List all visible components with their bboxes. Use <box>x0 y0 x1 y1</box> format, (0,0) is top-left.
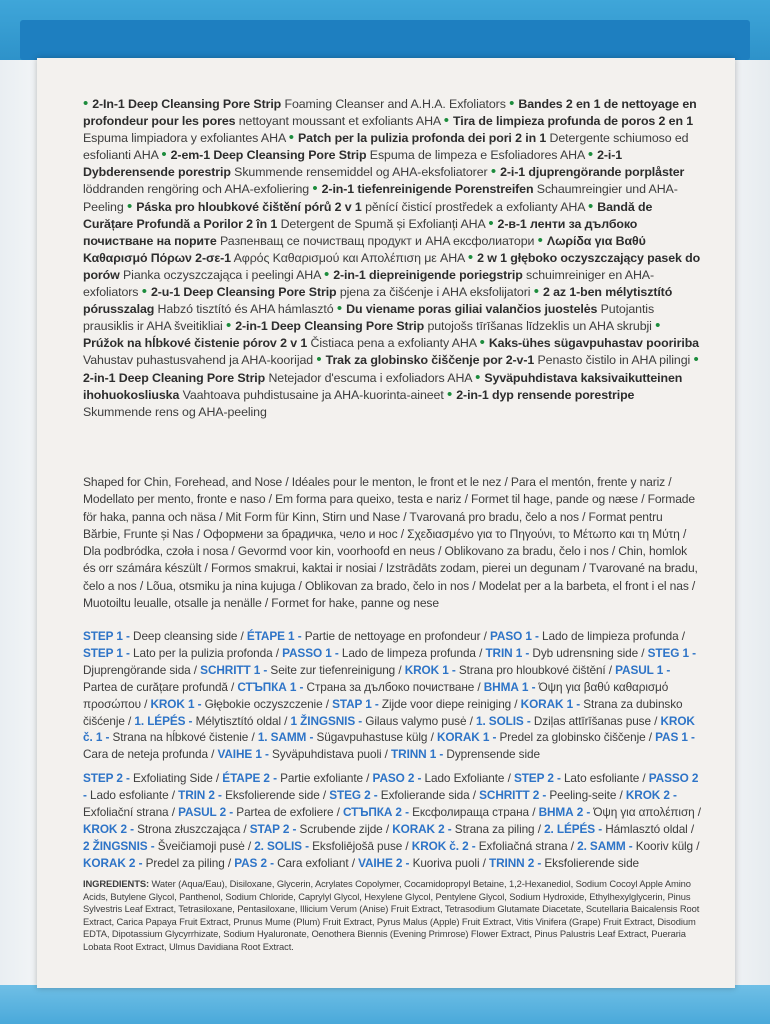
product-name: Syväpuhdistava kaksivaikutteinen ihohuokosliuska <box>83 370 683 402</box>
step1-text: Głębokie oczyszczenie <box>204 696 323 711</box>
step2-text: Peeling-seite <box>549 787 617 802</box>
step1-text: Sügavpuhastuse külg <box>316 730 428 745</box>
bullet-dot: • <box>312 180 322 198</box>
step2-label: STEP 2 - <box>83 771 130 785</box>
product-name: 2-in-1 Deep Cleaning Pore Strip <box>83 370 266 385</box>
product-description: Vaahtoava puhdistusaine ja AHA-kuorinta-aineet <box>182 387 444 402</box>
bullet-dot: • <box>533 283 543 301</box>
box-bottom-edge <box>0 985 770 1024</box>
product-name: 2-in-1 dyp rensende porestripe <box>456 387 635 402</box>
product-name: 2-em-1 Deep Cleansing Pore Strip <box>170 148 367 163</box>
step1-text: Lato per la pulizia profonda <box>133 645 273 660</box>
product-name: 2-в-1 ленти за дълбоко почистване на порите <box>83 216 638 248</box>
step1-text: Partie de nettoyage en profondeur <box>304 629 481 643</box>
step2-text: Όψη για απολέπιση <box>593 804 695 819</box>
step1-label: ÉTAPE 1 - <box>246 629 302 643</box>
step1-label: STEG 1 - <box>647 645 696 660</box>
step1-label: 1. SOLIS - <box>475 713 531 728</box>
step2-label: 2. SOLIS - <box>254 838 309 853</box>
step2-text: Lado esfoliante <box>90 787 169 802</box>
ingredients-heading: INGREDIENTS: <box>83 878 149 889</box>
bullet-dot: • <box>316 351 326 369</box>
bullet-dot: • <box>225 317 236 335</box>
product-name: Prúžok na hĺbkové čistenie pórov 2 v 1 <box>83 336 308 351</box>
product-name: 2-i-1 djuprengörande porplåster <box>500 165 685 180</box>
bullet-dot: • <box>447 385 457 403</box>
step1-label: KROK 1 - <box>404 662 456 677</box>
bullet-dot: • <box>693 351 699 369</box>
product-name: 2-u-1 Deep Cleansing Pore Strip <box>150 285 337 300</box>
step1-text: Predel za globinsko čiščenje <box>499 730 646 745</box>
bullet-dot: • <box>655 317 661 335</box>
product-description: Espuma de limpeza e Esfoliadores AHA <box>369 148 585 163</box>
bullet-dot: • <box>488 214 498 232</box>
bullet-dot: • <box>587 146 598 164</box>
product-name: 2 w 1 głęboko oczyszczający pasek do porów <box>83 250 701 282</box>
product-description: Čistiaca pena a exfolianty AHA <box>310 336 477 351</box>
product-names-block <box>83 96 701 421</box>
bullet-dot: • <box>443 112 453 130</box>
step1-text: Dziļas attīrīšanas puse <box>533 713 651 728</box>
step1-text: Partea de curățare profundă <box>83 679 228 694</box>
step2-label: KORAK 2 - <box>83 855 143 870</box>
product-name: 2 az 1-ben mélytisztító pórusszalag <box>83 285 673 317</box>
bullet-dot: • <box>126 197 137 215</box>
step2-text: Strana za piling <box>454 821 535 836</box>
package-back-panel <box>37 58 735 988</box>
step1-label: PASUL 1 - <box>615 662 671 677</box>
step2-label: KROK 2 - <box>625 787 677 802</box>
step2-text: Strona złuszczająca <box>137 821 241 836</box>
step1-label: SCHRITT 1 - <box>200 662 268 677</box>
step1-label: STEP 1 - <box>83 629 130 643</box>
step2-text: Lato esfoliante <box>563 771 640 785</box>
product-name: 2-In-1 Deep Cleansing Pore Strip <box>92 97 282 111</box>
step2-text: Šveičiamoji pusė <box>157 838 245 853</box>
step2-text: Ексфолираща страна <box>412 804 530 819</box>
step2-label: SCHRITT 2 - <box>479 787 547 802</box>
box-flap <box>20 20 750 60</box>
step2-label: 2 ŽINGSNIS - <box>83 838 155 853</box>
bullet-dot: • <box>323 265 334 283</box>
step1-text: Lado de limpeza profunda <box>341 645 476 660</box>
step1-label: TRIN 1 - <box>485 645 530 660</box>
step1-text: Gilaus valymo pusė <box>365 713 467 728</box>
step2-label: СТЪПКА 2 - <box>342 804 409 819</box>
step1-label: VAIHE 1 - <box>217 747 269 762</box>
product-description: Разпенващ се почистващ продукт и AHA ексфолиатори <box>220 233 535 248</box>
product-name: Du viename poras giliai valančios juostelės <box>346 302 598 317</box>
step2-text: Eksfoliējošā puse <box>312 838 403 853</box>
product-description: Detergent de Spumă și Exfolianți AHA <box>280 216 485 231</box>
step1-text: Zijde voor diepe reiniging <box>381 696 512 711</box>
step1-text: Deep cleansing side <box>133 629 238 643</box>
step1-text: Syväpuhdistava puoli <box>272 747 382 762</box>
step2-text: Eksfolierende side <box>225 787 320 802</box>
step1-label: ΒΗΜΑ 1 - <box>483 679 536 694</box>
product-name: 2-in-1 diepreinigende poriegstrip <box>333 267 523 282</box>
step2-label: PAS 2 - <box>234 855 274 870</box>
product-description: Detergente schiumoso ed esfolianti AHA <box>83 131 689 163</box>
step2-text: Lado Exfoliante <box>424 771 505 785</box>
step2-text: Partea de exfoliere <box>236 804 334 819</box>
product-name: Páska pro hloubkové čištění pórů 2 v 1 <box>136 199 362 214</box>
step1-text: Strana na hĺbkové čistenie <box>112 730 249 745</box>
product-description: Habzó tisztító és AHA hámlasztó <box>157 302 334 317</box>
product-description: Vahustav puhastusvahend ja AHA-koorijad <box>83 353 314 368</box>
product-description: putojošs tīrīšanas līdzeklis un AHA skrubji <box>427 319 652 334</box>
step2-text: Scrubende zijde <box>299 821 383 836</box>
ingredients-text: Water (Aqua/Eau), Disiloxane, Glycerin, Acrylates Copolymer, Cocamidopropyl Betaine, 1,2-Hexanediol, Sodium Cocoyl Apple Amino Acids, Butylene Glycol, Panthenol, Sodium Chloride, Caprylyl Glycol, Hexylene Glycol, Pentylene Glycol, Sodium Hydroxide, Ethylhexylglycerin, Pinus Sylvestris Leaf Extract, Tetrasiloxane, Pentasiloxane, Illicium Verum (Anise) Fruit Extract, Tetrasodium Glutamate Diacetate, Scutellaria Baicalensis Root Extract, Carica Papaya Fruit Extract, Prunus Mume (Plum) Fruit Extract, Pyrus Malus (Apple) Fruit Extract, Vitis Vinifera (Grape) Fruit Extract, Disodium EDTA, Dipotassium Glycyrrhizate, Sodium Hyaluronate, Oenothera Biennis (Evening Primrose) Flower Extract, Pinus Palustris Leaf Extract, Pueraria Lobata Root Extract, Ulmus Davidiana Root Extract. <box>83 878 700 952</box>
step1-label: TRINN 1 - <box>391 747 444 762</box>
step1-label: 1. LÉPÉS - <box>134 713 193 728</box>
step1-text: Djuprengörande sida <box>83 662 191 677</box>
bullet-dot: • <box>161 146 171 164</box>
product-description: Foaming Cleanser and A.H.A. Exfoliators <box>284 97 506 111</box>
step1-label: STEP 1 - <box>83 645 130 660</box>
product-name: Kaks-ühes sügavpuhastav pooririba <box>488 336 699 351</box>
step2-label: STEG 2 - <box>329 787 378 802</box>
bullet-dot: • <box>490 163 501 181</box>
product-name: 2-in-1 tiefenreinigende Porenstreifen <box>321 182 534 197</box>
product-description: nettoyant moussant et exfoliants AHA <box>238 114 441 129</box>
step2-text: Exfolierande sida <box>380 787 470 802</box>
product-name: 2-i-1 Dybderensende porestrip <box>83 148 623 180</box>
product-description: löddranden rengöring och AHA-exfoliering <box>83 182 310 197</box>
product-name: Tira de limpieza profunda de poros 2 en 1 <box>452 114 694 129</box>
step1-text: Όψη για βαθύ καθαρισμό προσώπου <box>83 679 669 711</box>
bullet-dot: • <box>141 283 151 301</box>
step2-text: Exfoliating Side <box>133 771 213 785</box>
product-name: Bandă de Curățare Profundă a Porilor 2 în 1 <box>83 199 653 231</box>
step2-label: STEP 2 - <box>513 771 561 785</box>
product-name: Λωρίδα για Βαθύ Καθαρισμό Πόρων 2-σε-1 <box>83 233 646 265</box>
step2-text: Exfoliačná strana <box>478 838 568 853</box>
ingredients-block <box>83 878 701 954</box>
step2-label: PASUL 2 - <box>178 804 234 819</box>
product-description: Pianka oczyszczająca i peelingi AHA <box>123 267 321 282</box>
bullet-dot: • <box>83 95 93 112</box>
step2-label: 2. LÉPÉS - <box>544 821 603 836</box>
product-description: Espuma limpiadora y exfoliantes AHA <box>83 131 286 146</box>
step2-label: KROK 2 - <box>83 821 134 836</box>
step1-label: KROK č. 1 - <box>83 713 695 745</box>
step1-text: Mélytisztító oldal <box>195 713 281 728</box>
step2-text: Eksfolierende side <box>544 855 640 870</box>
bullet-dot: • <box>288 129 299 147</box>
product-description: pjena za čišćenje i AHA eksfolijatori <box>339 285 531 300</box>
step2-label: TRIN 2 - <box>178 787 222 802</box>
step1-text: Dyb udrensning side <box>532 645 639 660</box>
product-description: Skummende rens og AHA-peeling <box>83 404 267 419</box>
product-name: 2-in-1 Deep Cleansing Pore Strip <box>235 319 425 334</box>
product-description: schuimreiniger en AHA-exfoliators <box>83 267 655 300</box>
product-description: Skummende rensemiddel og AHA-eksfoliatorer <box>234 165 488 180</box>
step1-label: PASO 1 - <box>490 629 539 643</box>
step2-label: KORAK 2 - <box>392 821 452 836</box>
step1-text: Strana za dubinsko čišćenje <box>83 696 683 728</box>
step2-block: STEP 2 - Exfoliating Side / ÉTAPE 2 - Partie exfoliante / PASO 2 - Lado Exfoliante / STEP 2 - Lato esfoliante / PASSO 2 - Lado esfoliante / TRIN 2 - Eksfolierende side / STEG 2 - Exfolierande sida / SCHRITT 2 - Peeling-seite / KROK 2 - Exfoliační strana / PASUL 2 - Partea de exfoliere / СТЪПКА 2 - Ексфолираща страна / ΒΗΜΑ 2 - Όψη για απολέπιση / KROK 2 - Strona złuszczająca / STAP 2 - Scrubende zijde / KORAK 2 - Strana za piling / 2. LÉPÉS - Hámlasztó oldal / 2 ŽINGSNIS - Šveičiamoji pusė / 2. SOLIS - Eksfoliējošā puse / KROK č. 2 - Exfoliačná strana / 2. SAMM - Kooriv külg / KORAK 2 - Predel za piling / PAS 2 - Cara exfoliant / VAIHE 2 - Kuoriva puoli / TRINN 2 - Eksfolierende side <box>83 771 701 870</box>
bullet-dot: • <box>336 300 347 318</box>
bullet-dot: • <box>509 95 519 112</box>
bullet-dot: • <box>537 231 547 249</box>
product-name: Patch per la pulizia profonda dei pori 2 in 1 <box>298 131 547 146</box>
step1-text: Strana pro hloubkové čištění <box>458 662 606 677</box>
step2-text: Predel za piling <box>145 855 225 870</box>
shaped-for-text: Shaped for Chin, Forehead, and Nose / Idéales pour le menton, le front et le nez / Para el mentón, frente y nariz / Modellato per mento, fronte e naso / Em forma para queixo, testa e nariz / Formet til hage, pande og næse / Formade för haka, panna och näsa / Mit Form für Kinn, Stirn und Nase / Tvarovaná pro bradu, čelo a nos / Format pentru Bărbie, Frunte și Nas / Оформени за брадичка, чело и нос / Σχεδιασμένο για το Πηγούνι, το Μέτωπο και τη Μύτη / Dla podbródka, czoła i nosa / Gevormd voor kin, voorhoofd en neus / Oblikovano za bradu, čelo i nos / Chin, homlok és orr számára készült / Formos smakrui, kaktai ir nosiai / Izstrādāts zodam, pierei un degunam / Tvarované na bradu, čelo a nos / Lõua, otsmiku ja nina kujuga / Oblikovan za brado, čelo in nos / Modelat per a la barbeta, el front i el nas / Muotoiltu leualle, otsalle ja nenälle / Formet for hake, panne og nese <box>83 475 698 611</box>
step1-label: PASSO 1 - <box>282 645 339 660</box>
step1-label: KROK 1 - <box>150 696 202 711</box>
step1-text: Dyprensende side <box>446 747 540 762</box>
step1-text: Cara de neteja profunda <box>83 747 208 762</box>
step1-block: STEP 1 - Deep cleansing side / ÉTAPE 1 - Partie de nettoyage en profondeur / PASO 1 - Lado de limpieza profunda / STEP 1 - Lato per la pulizia profonda / PASSO 1 - Lado de limpeza profunda / TRIN 1 - Dyb udrensning side / STEG 1 - Djuprengörande sida / SCHRITT 1 - Seite zur tiefenreinigung / KROK 1 - Strana pro hloubkové čištění / PASUL 1 - Partea de curățare profundă / СТЪПКА 1 - Страна за дълбоко почистване / ΒΗΜΑ 1 - Όψη για βαθύ καθαρισμό προσώπου / KROK 1 - Głębokie oczyszczenie / STAP 1 - Zijde voor diepe reiniging / KORAK 1 - Strana za dubinsko čišćenje / 1. LÉPÉS - Mélytisztító oldal / 1 ŽINGSNIS - Gilaus valymo pusė / 1. SOLIS - Dziļas attīrīšanas puse / KROK č. 1 - Strana na hĺbkové čistenie / 1. SAMM - Sügavpuhastuse külg / KORAK 1 - Predel za globinsko čiščenje / PAS 1 - Cara de neteja profunda / VAIHE 1 - Syväpuhdistava puoli / TRINN 1 - Dyprensende side <box>83 629 696 762</box>
product-description: Αφρός Καθαρισμού και Απολέπιση με AHA <box>233 250 465 265</box>
bullet-dot: • <box>467 248 478 266</box>
step1-text: Страна за дълбоко почистване <box>306 679 475 694</box>
shaped-for-block <box>83 474 701 612</box>
step1-label: СТЪПКА 1 - <box>237 679 304 694</box>
bullet-dot: • <box>475 368 485 386</box>
product-description: Putojantis prausiklis ir AHA šveitikliai <box>83 302 655 334</box>
step2-text: Exfoliační strana <box>83 804 169 819</box>
step2-label: STAP 2 - <box>249 821 297 836</box>
product-description: Schaumreingier und AHA-Peeling <box>83 182 678 214</box>
product-name: Bandes 2 en 1 de nettoyage en profondeur pour les pores <box>83 97 697 129</box>
step2-text: Cara exfoliant <box>277 855 349 870</box>
step1-label: KORAK 1 - <box>520 696 581 711</box>
step1-text: Lado de limpieza profunda <box>542 629 679 643</box>
step1-label: 1. SAMM - <box>257 730 314 745</box>
step2-text: Hámlasztó oldal <box>605 821 688 836</box>
step2-label: PASSO 2 - <box>83 771 699 802</box>
step2-text: Kooriv külg <box>635 838 694 853</box>
step2-label: TRINN 2 - <box>489 855 542 870</box>
step1-text: Seite zur tiefenreinigung <box>270 662 396 677</box>
product-name: Trak za globinsko čiščenje por 2-v-1 <box>325 353 535 368</box>
step1-label: STAP 1 - <box>332 696 379 711</box>
product-description: pěnící čisticí prostředek a exfolianty AHA <box>365 199 585 214</box>
step1-label: 1 ŽINGSNIS - <box>290 713 363 728</box>
step2-label: VAIHE 2 - <box>358 855 410 870</box>
step2-label: KROK č. 2 - <box>411 838 476 853</box>
step1-label: KORAK 1 - <box>436 730 497 745</box>
step2-text: Kuoriva puoli <box>412 855 480 870</box>
bullet-dot: • <box>479 334 489 352</box>
step2-label: ÉTAPE 2 - <box>222 771 277 785</box>
step2-label: ΒΗΜΑ 2 - <box>538 804 591 819</box>
product-description: Netejador d'escuma i exfoliadors AHA <box>268 370 472 385</box>
product-description: Penasto čistilo in AHA pilingi <box>537 353 691 368</box>
step2-label: PASO 2 - <box>372 771 422 785</box>
step2-text: Partie exfoliante <box>280 771 363 785</box>
step1-label: PAS 1 - <box>655 730 695 745</box>
step2-label: 2. SAMM - <box>577 838 633 853</box>
bullet-dot: • <box>588 197 598 215</box>
